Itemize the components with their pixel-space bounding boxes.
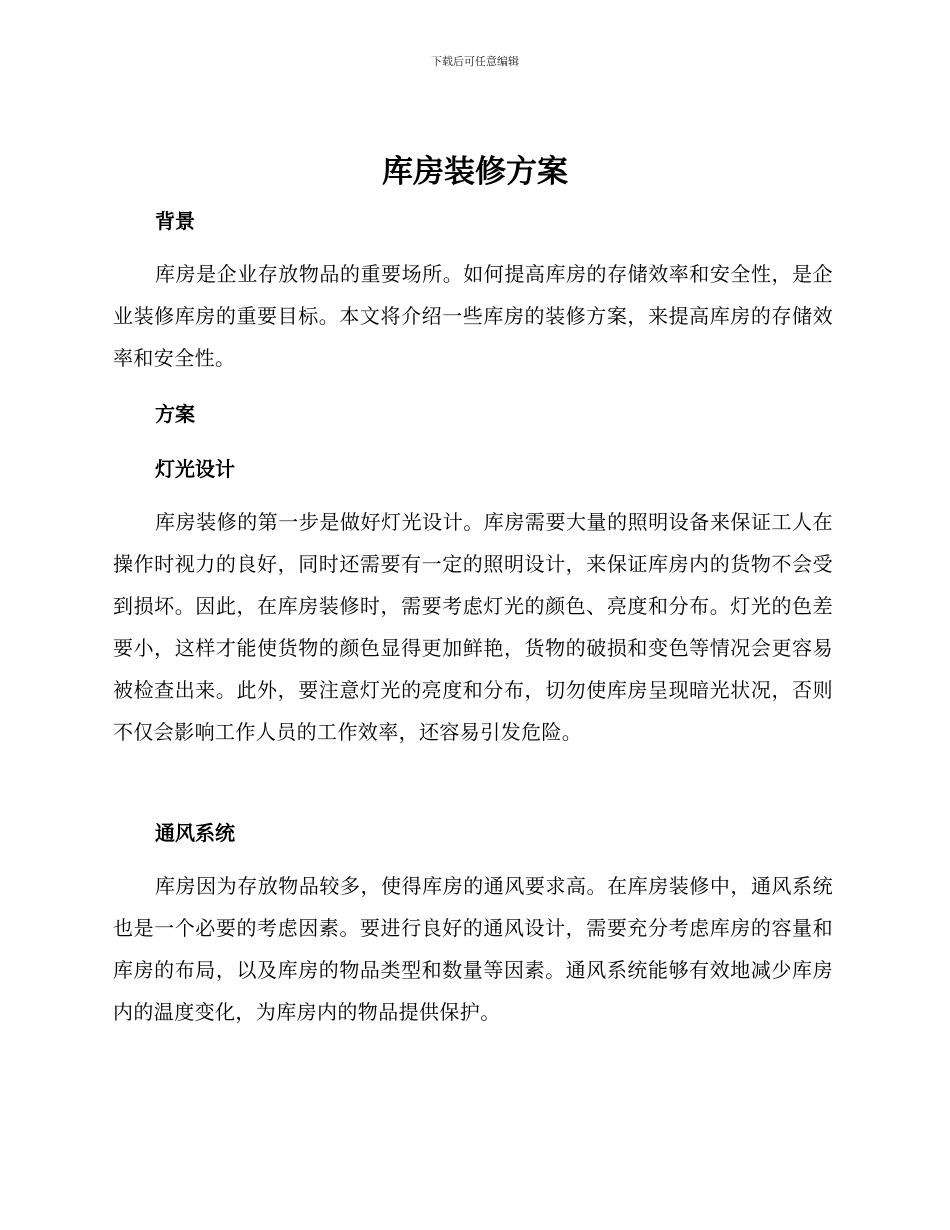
header-note: 下载后可任意编辑 [431,55,519,68]
section-heading-lighting: 灯光设计 [155,457,235,481]
paragraph-lighting: 库房装修的第一步是做好灯光设计。库房需要大量的照明设备来保证工人在操作时视力的良好，同时还需要有一定的照明设计，来保证库房内的货物不会受到损坏。因此，在库房装修时，需要考虑灯光的颜色、亮度和分布。灯光的色差要小，这样才能使货物的颜色显得更加鲜艳，货物的破损和变色等情况会更容易被检查出来。此外，要注意灯光的亮度和分布，切勿使库房呈现暗光状况，否则不仅会影响工作人员的工作效率，还容易引发危险。 [113,510,833,744]
section-heading-plan: 方案 [155,402,195,426]
section-heading-background: 背景 [155,209,195,233]
section-plan [113,399,833,429]
section-ventilation-body [113,865,833,1033]
section-lighting-body [113,501,833,753]
section-background [113,206,833,236]
paragraph-ventilation: 库房因为存放物品较多，使得库房的通风要求高。在库房装修中，通风系统也是一个必要的考虑因素。要进行良好的通风设计，需要充分考虑库房的容量和库房的布局，以及库房的物品类型和数量等因素。通风系统能够有效地减少库房内的温度变化，为库房内的物品提供保护。 [113,874,833,1024]
paragraph-background: 库房是企业存放物品的重要场所。如何提高库房的存储效率和安全性，是企业装修库房的重要目标。本文将介绍一些库房的装修方案，来提高库房的存储效率和安全性。 [113,262,833,370]
section-heading-ventilation: 通风系统 [155,821,235,845]
section-lighting [113,454,833,484]
document-title: 库房装修方案 [382,154,568,190]
section-background-body [113,253,833,379]
section-ventilation [113,818,833,848]
